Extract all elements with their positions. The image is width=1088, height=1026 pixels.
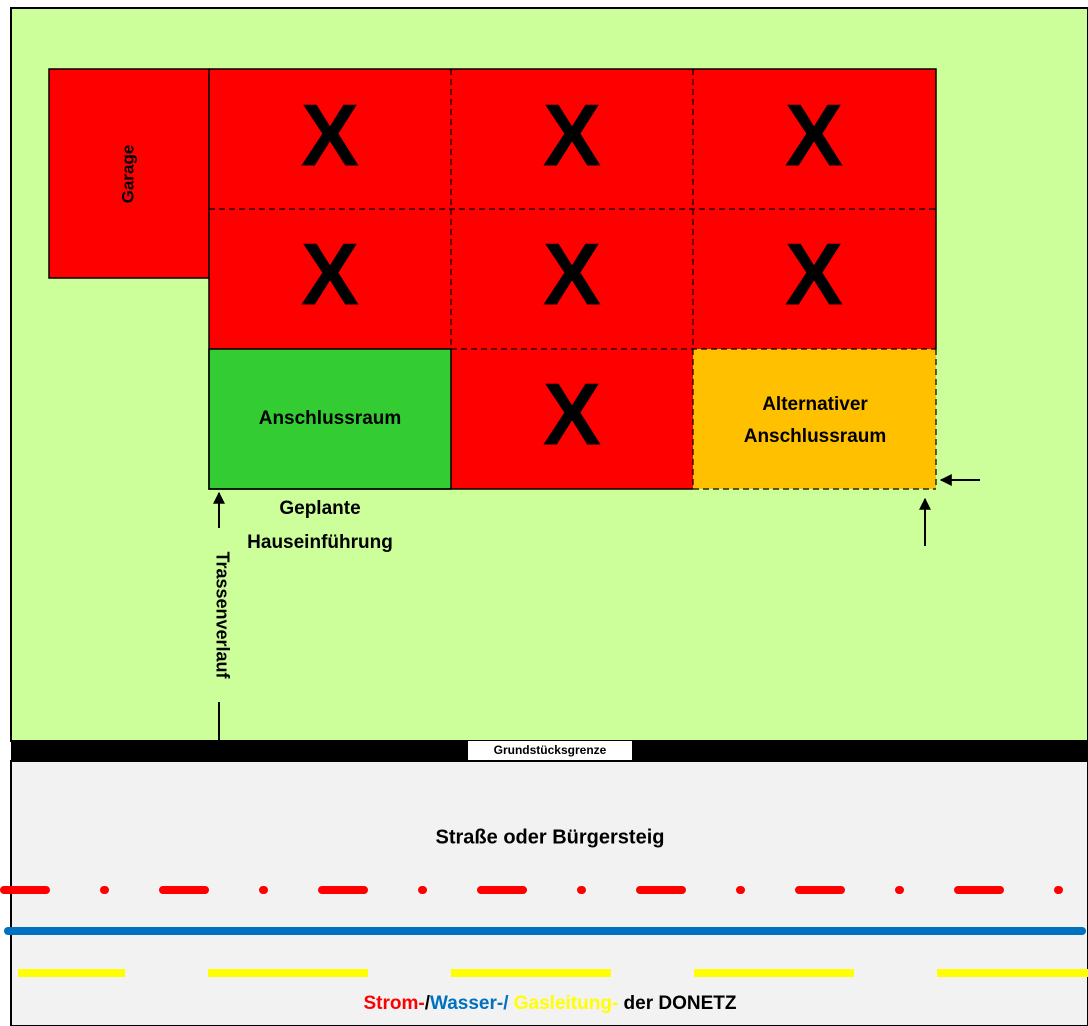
blocked-mark: X [542,364,602,464]
blocked-mark: X [300,224,360,324]
blocked-mark: X [784,85,844,185]
utility-legend-power: Strom- [363,993,425,1015]
house-entry-label-line1: Geplante [279,498,361,520]
blocked-mark: X [542,85,602,185]
utility-legend [363,993,736,1014]
property-boundary-label: Grundstücksgrenze [493,743,607,758]
garage-label: Garage [118,144,138,204]
utility-legend-water: Wasser-/ [429,993,509,1015]
alternative-room-label-line1: Alternativer [762,394,868,416]
blocked-mark: X [300,85,360,185]
alternative-connection-room [693,349,936,489]
alternative-room-label-line2: Anschlussraum [743,426,887,448]
utility-legend-owner: der DONETZ [618,993,737,1015]
utility-legend-slash: / [424,993,430,1015]
blocked-mark: X [542,224,602,324]
connection-room-label: Anschlussraum [258,408,402,430]
route-label: Trassenverlauf [212,551,233,679]
house-entry-label-line2: Hauseinführung [247,532,393,554]
utility-legend-gas: Gasleitung- [508,993,619,1015]
street-label: Straße oder Bürgersteig [435,826,665,849]
blocked-mark: X [784,224,844,324]
